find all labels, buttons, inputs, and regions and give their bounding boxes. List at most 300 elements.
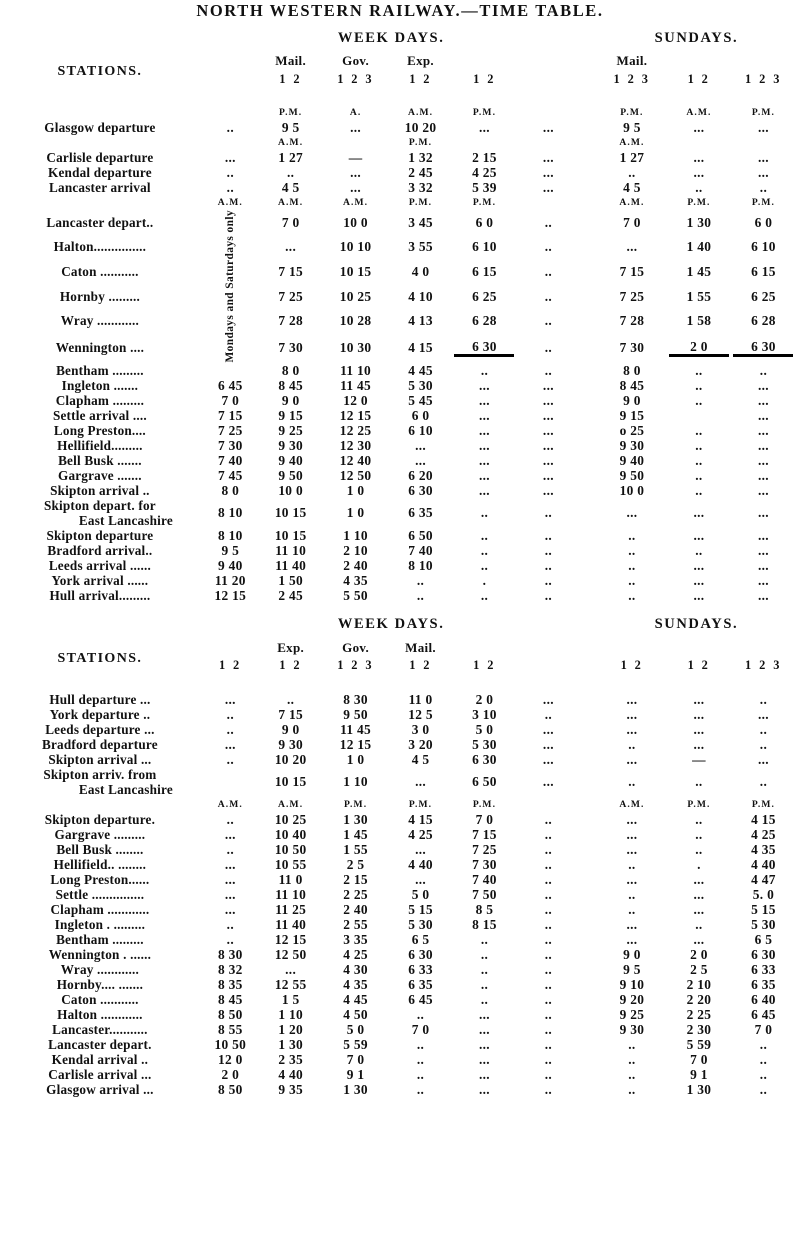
time-cell: 3 32 — [408, 180, 433, 195]
time-cell: 7 0 — [690, 1051, 708, 1067]
ampm2-s1: A.M. — [619, 798, 645, 810]
ampm-w5: P.M. — [472, 107, 497, 118]
time-cell: 7 40 — [218, 452, 243, 468]
page-title: NORTH WESTERN RAILWAY.—TIME TABLE. — [196, 1, 604, 20]
col2-service-w4: Mail. — [405, 639, 436, 655]
time-cell: .. — [544, 961, 553, 977]
station-name: York departure .. — [49, 706, 151, 722]
time-cell: .. — [695, 482, 703, 498]
rule-cell — [580, 842, 596, 857]
table-row — [4, 722, 796, 737]
table-row — [4, 235, 796, 260]
table-row — [4, 692, 796, 707]
time-cell: 12 5 — [408, 706, 433, 722]
ampm-row-b2 — [4, 195, 796, 210]
time-cell: 3 0 — [411, 721, 430, 737]
time-cell: ... — [542, 437, 554, 453]
time-cell: ... — [285, 239, 297, 255]
time-cell: 12 25 — [339, 422, 372, 438]
col2-class-w3: 1 2 3 — [337, 658, 374, 673]
time-cell: 2 0 — [690, 946, 708, 962]
time-cell: 12 50 — [274, 946, 307, 962]
time-cell: 9 30 — [278, 736, 303, 752]
rule-cell — [580, 1037, 596, 1052]
time-cell: 4 25 — [343, 946, 368, 962]
time-cell: 6 35 — [751, 976, 776, 992]
time-cell: ... — [415, 452, 427, 468]
time-cell: .. — [628, 901, 636, 917]
time-cell: 2 15 — [343, 871, 368, 887]
table-row — [4, 977, 796, 992]
time-cell: .. — [286, 691, 295, 707]
ampm-s3: P.M. — [751, 107, 776, 118]
time-cell: 9 50 — [619, 467, 645, 483]
time-cell: — — [348, 150, 363, 165]
time-cell: ... — [542, 180, 554, 195]
time-cell: 4 5 — [411, 751, 430, 767]
station-name: Bentham ......... — [56, 931, 144, 947]
spacer — [4, 90, 796, 105]
station-name: Leeds arrival ...... — [48, 557, 151, 573]
time-cell: 4 30 — [343, 961, 368, 977]
table-row — [4, 378, 796, 393]
time-cell: 9 5 — [623, 961, 641, 977]
time-cell: 4 35 — [343, 572, 368, 588]
col2-service-w1 — [202, 640, 259, 655]
header-service-row — [4, 53, 796, 68]
time-cell: 11 45 — [340, 377, 372, 393]
time-cell: ... — [415, 437, 427, 453]
time-cell: ... — [757, 505, 769, 521]
station-name: Lancaster depart.. — [46, 214, 154, 230]
time-cell: 10 50 — [274, 841, 307, 857]
time-cell: 2 10 — [686, 976, 712, 992]
time-cell: ... — [478, 422, 490, 438]
time-cell: 1 20 — [278, 1021, 303, 1037]
col2-service-w2: Exp. — [277, 639, 305, 655]
time-cell: 4 25 — [408, 826, 433, 842]
ampm2-s2: P.M. — [687, 798, 711, 810]
ampm-s1b: A.M. — [619, 137, 645, 148]
time-cell: 4 40 — [408, 856, 433, 872]
time-cell: ... — [478, 467, 490, 483]
col2-class-s1: 1 2 — [620, 658, 644, 673]
time-cell: 9 10 — [619, 976, 645, 992]
time-cell: 7 28 — [278, 313, 303, 329]
time-cell: 10 0 — [278, 482, 303, 498]
time-cell: ... — [542, 377, 554, 393]
table-row — [4, 917, 796, 932]
table-row — [4, 947, 796, 962]
time-cell: ... — [693, 150, 705, 165]
time-cell: 5 0 — [346, 1021, 365, 1037]
time-cell: ... — [626, 931, 638, 947]
time-cell: .. — [759, 721, 768, 737]
time-cell: .. — [759, 362, 768, 378]
time-cell: .. — [544, 542, 553, 558]
time-cell: 1 58 — [686, 313, 712, 329]
time-cell: ... — [626, 691, 638, 707]
time-cell: ... — [285, 961, 297, 977]
rule-cell — [580, 992, 596, 1007]
rule-cell — [580, 1007, 596, 1022]
time-cell: 1 27 — [619, 150, 645, 165]
time-cell: 4 40 — [278, 1066, 303, 1082]
time-cell: .. — [226, 811, 234, 827]
ampm-w6 — [516, 105, 580, 120]
time-cell: ... — [478, 1081, 490, 1097]
station-name: Skipton arrival .. — [50, 482, 150, 498]
time-cell: 1 30 — [343, 811, 368, 827]
time-cell: 12 15 — [339, 736, 372, 752]
col-class-w5: 1 2 — [473, 71, 496, 86]
station-name: Glasgow departure — [44, 120, 156, 135]
time-cell: .. — [480, 946, 489, 962]
time-cell: 3 45 — [408, 214, 433, 230]
time-cell: 11 25 — [275, 901, 307, 917]
time-cell: 6 25 — [751, 288, 776, 304]
ampm-w6b — [516, 135, 580, 150]
time-cell: 8 45 — [619, 377, 645, 393]
time-cell: 11 45 — [340, 721, 372, 737]
time-cell: 1 5 — [281, 991, 300, 1007]
time-cell: .. — [480, 976, 489, 992]
ampm-row-b1 — [4, 105, 796, 120]
time-cell: .. — [695, 180, 703, 195]
table-row — [4, 767, 796, 782]
time-cell: 1 55 — [343, 841, 368, 857]
time-cell: 9 15 — [278, 407, 303, 423]
time-cell: 3 20 — [408, 736, 433, 752]
time-cell: 6 33 — [751, 961, 776, 977]
time-cell: 2 25 — [343, 886, 368, 902]
time-cell: .. — [544, 362, 553, 378]
time-cell: ... — [757, 527, 769, 543]
time-cell: 1 0 — [346, 505, 365, 521]
time-cell: 3 10 — [472, 706, 497, 722]
table-row — [4, 165, 796, 180]
time-cell: 2 40 — [343, 901, 368, 917]
station-name: Gargrave ......... — [54, 826, 146, 842]
station-name: Ingleton . ......... — [54, 916, 146, 932]
station-name: Settle ............... — [55, 886, 145, 902]
time-cell: 6 0 — [411, 407, 430, 423]
col2-service-s3 — [731, 640, 796, 655]
mondays-saturdays-note — [202, 210, 259, 363]
station-name: Skipton arriv. from — [43, 766, 157, 782]
rule-cell — [580, 932, 596, 947]
time-cell: .. — [628, 557, 636, 573]
time-cell: ... — [693, 557, 705, 573]
time-cell: ... — [693, 120, 705, 135]
time-cell: .. — [759, 774, 768, 790]
col2-service-s2 — [667, 640, 731, 655]
ampm-w3b — [323, 135, 389, 150]
time-cell: .. — [544, 826, 553, 842]
time-cell: 9 20 — [619, 991, 645, 1007]
time-cell: 12 15 — [214, 587, 247, 603]
time-cell: 9 50 — [278, 467, 303, 483]
time-cell: ... — [415, 774, 427, 790]
time-cell: 6 40 — [751, 991, 776, 1007]
time-cell: 7 25 — [218, 422, 243, 438]
time-cell: 10 55 — [274, 856, 307, 872]
header-group-row — [4, 23, 796, 53]
time-cell: .. — [759, 1081, 768, 1097]
ampm-s3b — [731, 135, 796, 150]
time-cell: 1 55 — [686, 288, 712, 304]
time-cell: 6 45 — [751, 1006, 776, 1022]
col-class-w3: 1 2 3 — [337, 71, 374, 86]
time-cell: ... — [757, 165, 769, 180]
time-cell: 10 15 — [274, 505, 307, 521]
time-cell: . — [482, 572, 487, 588]
time-cell: 12 15 — [274, 931, 307, 947]
time-cell-underlined — [667, 333, 731, 363]
station-name: Lancaster........... — [52, 1021, 148, 1037]
time-cell: .. — [416, 1081, 425, 1097]
time-cell: 5. 0 — [752, 886, 775, 902]
time-cell: 4 47 — [751, 871, 776, 887]
time-cell: 5 0 — [475, 721, 494, 737]
time-cell: .. — [480, 931, 489, 947]
time-cell: .. — [544, 946, 553, 962]
stations-header-2: STATIONS. — [57, 650, 143, 666]
service-end-rule — [733, 354, 793, 357]
time-cell: 10 50 — [214, 1036, 247, 1052]
table-row — [4, 1022, 796, 1037]
time-cell: 10 30 — [339, 340, 372, 356]
group-sundays-2: SUNDAYS. — [654, 616, 739, 633]
time-cell: ... — [757, 542, 769, 558]
rule-cell — [580, 872, 596, 887]
time-cell: 7 15 — [218, 407, 243, 423]
time-cell: 5 59 — [686, 1036, 712, 1052]
col-service-s2 — [667, 53, 731, 68]
time-cell: 1 10 — [278, 1006, 303, 1022]
col-class-s2: 1 2 — [687, 71, 711, 86]
time-cell: ... — [478, 377, 490, 393]
group-week-days: WEEK DAYS. — [337, 29, 445, 46]
time-cell: ... — [693, 706, 705, 722]
time-cell: 10 20 — [404, 120, 437, 135]
time-cell: .. — [695, 467, 703, 483]
time-cell: .. — [544, 1051, 553, 1067]
time-cell: 4 5 — [623, 180, 641, 195]
rule-cell — [580, 1067, 596, 1082]
ampm-w2: A.M. — [278, 197, 304, 208]
time-cell: ... — [542, 120, 554, 135]
station-name: Bell Busk ........ — [56, 841, 144, 857]
station-name: Hellifield......... — [57, 437, 143, 453]
table-row — [4, 333, 796, 363]
time-cell: ... — [693, 505, 705, 521]
table-row — [4, 872, 796, 887]
time-cell: .. — [480, 542, 489, 558]
time-cell: 8 15 — [472, 916, 497, 932]
time-cell: 9 5 — [623, 120, 641, 135]
table-row — [4, 558, 796, 573]
rule-cell — [580, 827, 596, 842]
time-cell: 6 10 — [751, 239, 776, 255]
col-service-w4: Exp. — [407, 53, 434, 68]
table-row — [4, 1037, 796, 1052]
time-text: 6 30 — [751, 338, 776, 354]
time-cell: 8 30 — [218, 946, 243, 962]
time-cell: .. — [628, 527, 636, 543]
time-cell: 6 25 — [472, 288, 497, 304]
station-name-cont: East Lancashire — [78, 512, 173, 528]
time-cell: 6 15 — [472, 263, 497, 279]
station-name: Wray ............ — [60, 313, 140, 329]
ampm-w3: A.M. — [342, 197, 369, 208]
time-cell: .. — [544, 587, 553, 603]
timetable-down — [4, 23, 796, 603]
ampm2-w4: P.M. — [408, 798, 433, 810]
time-cell: ... — [757, 587, 769, 603]
time-cell: 4 10 — [408, 288, 433, 304]
time-cell: 2 15 — [472, 150, 497, 165]
time-cell: .. — [226, 751, 234, 767]
time-cell: ... — [757, 467, 769, 483]
station-name: Settle arrival .... — [52, 407, 147, 423]
time-cell: 1 30 — [278, 1036, 303, 1052]
time-cell: ... — [542, 736, 554, 752]
station-name: Bell Busk ....... — [58, 452, 142, 468]
table-row — [4, 992, 796, 1007]
time-cell: 5 30 — [751, 916, 776, 932]
time-cell: .. — [628, 736, 636, 752]
time-cell: ... — [757, 751, 769, 767]
station-name: Skipton departure. — [44, 811, 156, 827]
time-cell: ... — [757, 572, 769, 588]
ampm-s2b — [667, 135, 731, 150]
time-cell: .. — [226, 721, 234, 737]
time-cell: 7 25 — [472, 841, 497, 857]
time-cell: .. — [480, 961, 489, 977]
ampm-row-t2b2 — [4, 797, 796, 812]
time-cell: ... — [693, 691, 705, 707]
ampm-w1b — [202, 135, 259, 150]
time-cell: 9 40 — [619, 452, 645, 468]
station-name: Halton ............ — [57, 1006, 143, 1022]
time-cell: 9 30 — [619, 1021, 645, 1037]
time-cell: 2 5 — [346, 856, 365, 872]
time-cell: .. — [628, 856, 636, 872]
time-cell: ... — [542, 721, 554, 737]
col2-service-w5 — [453, 640, 517, 655]
table-row — [4, 1067, 796, 1082]
time-cell: ... — [224, 150, 236, 165]
table-row — [4, 812, 796, 827]
col2-class-w6 — [516, 655, 580, 677]
time-cell: 4 45 — [408, 362, 433, 378]
time-cell: 2 45 — [408, 165, 433, 180]
col-class-s1: 1 2 3 — [613, 71, 651, 86]
time-cell: 6 50 — [472, 774, 497, 790]
station-name: Ingleton ....... — [61, 377, 139, 393]
col-class-w1 — [202, 68, 259, 90]
time-cell: 8 0 — [221, 482, 240, 498]
time-cell: .. — [695, 774, 703, 790]
time-cell: 6 5 — [754, 931, 773, 947]
time-cell: .. — [544, 811, 553, 827]
rule-cell — [580, 812, 596, 827]
time-cell: .. — [759, 180, 768, 195]
station-name: Hull arrival......... — [49, 587, 151, 603]
station-name: Wennington . ...... — [48, 946, 152, 962]
time-cell: 11 10 — [340, 362, 372, 378]
time-cell: ... — [542, 482, 554, 498]
header-group-row-2 — [4, 610, 796, 640]
time-cell: .. — [416, 1036, 425, 1052]
station-name: Hornby ......... — [59, 288, 140, 304]
time-cell: ... — [415, 841, 427, 857]
table-row — [4, 707, 796, 722]
time-cell: 2 25 — [686, 1006, 712, 1022]
time-cell: 1 0 — [346, 751, 365, 767]
table-row — [4, 284, 796, 309]
table-row — [4, 498, 796, 513]
station-name: Leeds departure ... — [45, 721, 155, 737]
time-cell: 9 5 — [221, 542, 240, 558]
col2-class-s3: 1 2 3 — [745, 658, 782, 673]
station-name: Gargrave ....... — [58, 467, 142, 483]
time-cell-underlined — [731, 333, 796, 363]
table-row — [4, 827, 796, 842]
col2-service-s1 — [597, 640, 667, 655]
time-cell: .. — [628, 1036, 636, 1052]
time-cell: 5 59 — [343, 1036, 368, 1052]
station-name: Wennington .... — [55, 340, 145, 356]
col2-class-s2: 1 2 — [687, 658, 711, 673]
time-cell: 6 0 — [754, 214, 773, 230]
time-cell: ... — [542, 422, 554, 438]
time-cell: 9 5 — [281, 120, 300, 135]
rule-cell — [580, 947, 596, 962]
time-cell: 8 32 — [218, 961, 243, 977]
time-cell: .. — [544, 288, 553, 304]
spacer-2 — [4, 677, 796, 692]
time-cell: 1 32 — [408, 150, 433, 165]
time-cell: 12 40 — [339, 452, 372, 468]
rule-cell — [580, 857, 596, 872]
time-cell: 7 0 — [754, 1021, 773, 1037]
time-cell: .. — [480, 991, 489, 1007]
col2-service-w6 — [516, 640, 580, 655]
table-row — [4, 1082, 796, 1097]
ampm-w6 — [516, 195, 580, 210]
col2-class-w5: 1 2 — [473, 658, 496, 673]
time-cell: — — [692, 751, 706, 767]
time-cell: ... — [542, 467, 554, 483]
time-cell: 6 28 — [751, 313, 776, 329]
time-cell: 4 35 — [343, 976, 368, 992]
time-cell: ... — [478, 437, 490, 453]
time-cell: 6 50 — [408, 527, 433, 543]
time-cell: 1 30 — [686, 214, 712, 230]
time-cell: .. — [416, 1051, 425, 1067]
station-name: Bradford departure — [41, 736, 158, 752]
time-cell: ... — [415, 871, 427, 887]
time-cell: ... — [757, 452, 769, 468]
time-cell: 6 5 — [411, 931, 430, 947]
time-cell: ... — [478, 407, 490, 423]
time-cell: .. — [544, 557, 553, 573]
time-cell: .. — [628, 774, 636, 790]
time-text: 6 30 — [472, 338, 497, 354]
time-cell: 7 0 — [346, 1051, 365, 1067]
